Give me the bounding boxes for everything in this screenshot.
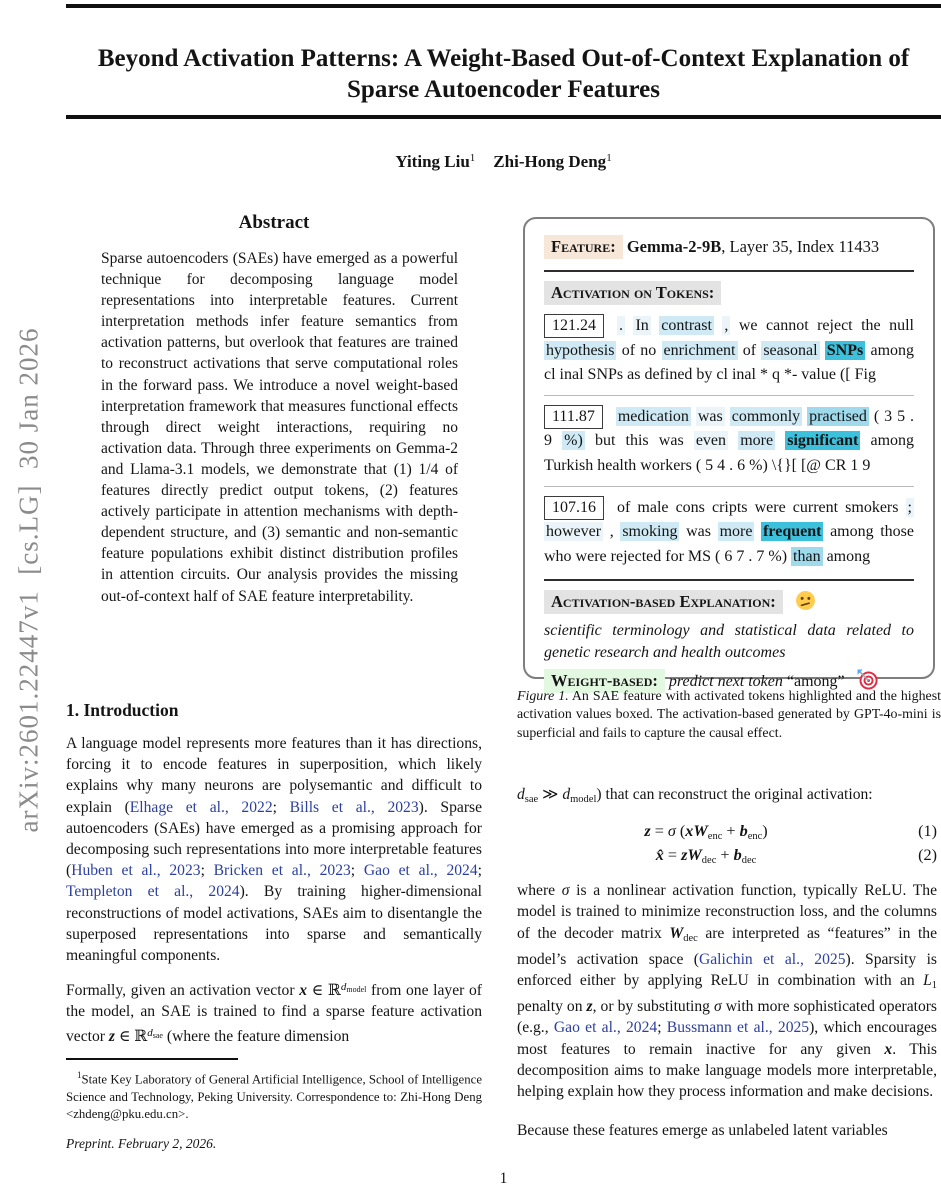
closing-paragraph: Because these features emerge as unlabeled latent variables: [517, 1122, 888, 1140]
citation-link[interactable]: Bills et al., 2023: [289, 798, 419, 816]
text-segment: z: [108, 1027, 115, 1045]
text-segment: smoking: [622, 523, 678, 541]
text-segment: even: [695, 432, 727, 450]
abstract-text: Sparse autoencoders (SAEs) have emerged as a powerful technique for decomposing language model representations into interpretable features. Current interpretation methods infer feature semantics from activation patterns, but overlook that features are trained to reconstruct activations that serve computational roles in the forward pass. We introduce a novel weight-based interpretation framework that measures functional effects through direct weight interactions, requiring no activation data. Through three experiments on Gemma-2 and Llama-3.1 models, we demonstrate that (1) 1/4 of features directly predict output tokens, (2) features actively participate in attention mechanisms with depth-dependent structure, and (3) semantic and non-semantic feature populations exhibit distinct distribution profiles in attention circuits. Our analysis provides the missing out-of-context half of SAE feature interpretability.: [101, 250, 458, 605]
text-segment: Gemma-2-9B: [626, 237, 722, 256]
citation-link[interactable]: Templeton et al., 2024: [66, 883, 240, 901]
text-segment: ;: [657, 1019, 667, 1037]
equation-2-number: (2): [918, 846, 937, 865]
arxiv-stamp: arXiv:2601.22447v1 [cs.LG] 30 Jan 2026: [13, 327, 44, 833]
text-segment: W: [693, 822, 708, 841]
text-segment: x: [685, 822, 694, 841]
citation-link[interactable]: Bricken et al., 2023: [213, 862, 351, 880]
text-segment: ), which encourages most features to remain inactive for any given: [517, 1019, 937, 1058]
text-segment: seasonal: [763, 341, 818, 359]
text-segment: ,: [603, 523, 621, 541]
text-segment: among: [822, 547, 871, 565]
text-segment: medication: [617, 407, 689, 425]
horizontal-rule-under-title: [66, 115, 941, 119]
text-segment: ;: [272, 798, 290, 816]
text-segment: [651, 317, 659, 334]
weight-based-text: predict next token: [668, 673, 783, 691]
text-segment: but this was: [584, 432, 694, 450]
activation-explanation-text: scientific terminology and statistical data related to genetic research and health outcomes: [544, 622, 914, 662]
text-segment: 1: [931, 980, 937, 992]
text-segment: .: [619, 317, 623, 334]
weight-based-token: “among”: [786, 673, 845, 691]
text-segment: among those who were rejected for MS ( 6 7 . 7 %): [544, 523, 915, 565]
text-segment: σ: [561, 882, 570, 900]
text-segment: A language model represents more features than it has directions, forcing it to encode features in superposition, which likely explains why many neurons are polysemantic and difficult to explain (: [66, 735, 482, 816]
footnote-text: [66, 1067, 482, 1124]
introduction-paragraph-1: [66, 733, 482, 966]
text-segment: b: [739, 822, 748, 841]
text-segment: significant: [787, 432, 859, 450]
figure1-caption: [517, 688, 941, 743]
text-segment: was: [679, 523, 718, 541]
horizontal-rule-top: [66, 4, 941, 8]
text-segment: z: [681, 846, 688, 865]
equation-1: [517, 822, 937, 842]
text-segment: enc: [707, 831, 723, 843]
abstract-section: [66, 212, 482, 607]
equation-2-body: [517, 846, 895, 866]
text-segment: d: [340, 981, 347, 994]
text-segment: d: [562, 786, 571, 803]
text-segment: %): [564, 432, 583, 450]
text-segment: contrast: [661, 317, 712, 334]
text-segment: (where the feature dimension: [162, 1027, 350, 1045]
text-segment: penalty on: [517, 998, 587, 1016]
text-segment: ∈ ℝ: [307, 982, 341, 1000]
text-segment: SNPs: [826, 341, 864, 359]
citation-link[interactable]: Galichin et al., 2025: [699, 950, 846, 968]
text-segment: +: [716, 846, 734, 865]
introduction-paragraph-2: [66, 977, 482, 1047]
feature-label: Feature:: [544, 235, 623, 259]
author-line: [66, 152, 941, 172]
page-number: 1: [499, 1170, 508, 1187]
text-segment: ∈ ℝ: [114, 1027, 148, 1045]
text-segment: dec: [741, 855, 757, 867]
text-segment: z: [644, 822, 651, 841]
introduction-section: [66, 700, 482, 1058]
text-segment: ). By training higher-dimensional reconstructions of model activations, SAEs aim to disentangle the superposed representations into sparse and semantically meaningful components.: [66, 883, 482, 965]
text-segment: =: [663, 846, 682, 865]
text-segment: [728, 432, 738, 449]
equation-1-body: [517, 822, 895, 842]
figure-divider-rule: [544, 579, 914, 581]
example-separator: [544, 486, 914, 487]
equation-block: [517, 822, 937, 866]
citation-link[interactable]: Elhage et al., 2022: [129, 798, 273, 816]
text-segment: commonly: [731, 407, 801, 425]
text-segment: was: [697, 407, 723, 425]
text-segment: (: [675, 822, 686, 841]
text-segment: W: [669, 924, 684, 942]
confused-face-icon: [795, 590, 816, 611]
text-segment: are interpreted as “features” in the model’s activation space (: [517, 924, 938, 968]
footnote-block: [66, 1058, 482, 1124]
text-segment: L: [923, 972, 932, 990]
equation-2: [517, 846, 937, 866]
text-segment: =: [650, 822, 668, 841]
preprint-note: Preprint. February 2, 2026.: [66, 1136, 217, 1151]
text-segment: model: [570, 794, 597, 805]
text-segment: more: [740, 432, 774, 450]
text-segment: enc: [747, 831, 763, 843]
text-segment: W: [687, 846, 702, 865]
author-1: Yiting Liu: [395, 152, 470, 171]
example-separator: [544, 395, 914, 396]
text-segment: ≫: [538, 786, 563, 803]
citation-link[interactable]: Gao et al., 2024: [363, 862, 478, 880]
text-segment: practised: [809, 407, 867, 425]
sae-lead-line: [517, 784, 937, 810]
text-segment: than: [793, 547, 821, 565]
text-segment: x: [884, 1040, 893, 1058]
text-segment: ). Sparse autoencoders (SAEs) have emerged as a promising approach for decomposing such representations into more interpretable features (: [66, 798, 483, 880]
author-2: Zhi-Hong Deng: [493, 152, 607, 171]
text-segment: of: [737, 341, 762, 359]
footnote-rule: [66, 1058, 238, 1060]
text-segment: from one layer of the model, an SAE is trained to find a sparse feature activation vector: [66, 982, 482, 1045]
text-segment: ). Sparsity is enforced either by applying ReLU in combination with an: [517, 950, 937, 990]
text-segment: ): [762, 822, 768, 841]
text-segment: [725, 408, 730, 425]
text-segment: among cl inal SNPs as defined by cl inal * q *- value ([ Fig: [544, 341, 915, 384]
text-segment: ;: [350, 862, 364, 880]
figure-divider-rule: [544, 270, 914, 272]
activation-tokens-label: Activation on Tokens:: [544, 281, 721, 305]
activation-explanation-label: Activation-based Explanation:: [544, 590, 783, 614]
text-segment: . This decomposition aims to make language models more interpretable, helping explain how they process information and make decisions.: [517, 1040, 937, 1101]
text-segment: we cannot reject the null: [730, 317, 914, 334]
text-segment: dec: [701, 855, 717, 867]
author-2-affiliation-mark: 1: [606, 152, 612, 164]
activation-value-box: 107.16: [544, 496, 604, 520]
text-segment: σ: [667, 822, 676, 841]
text-segment: σ: [714, 998, 722, 1016]
activation-example-3: [544, 496, 914, 570]
footnote-mark: 1: [77, 1070, 82, 1080]
text-segment: An SAE feature with activated tokens highlighted and the highest activation values boxed. The activation-based generated by GPT-4o-mini is superficial and fails to capture the causal effect.: [517, 689, 941, 741]
text-segment: sae: [152, 1030, 163, 1040]
text-segment: , Layer 35, Index 11433: [721, 237, 880, 256]
activation-example-1: [544, 314, 914, 388]
text-segment: of male cons cripts were current smokers: [617, 498, 906, 516]
text-segment: [820, 342, 825, 359]
text-segment: among Turkish health workers ( 5 4 . 6 %) \{}[ [@ CR 1 9: [544, 432, 915, 474]
text-segment: , or by substituting: [592, 998, 714, 1016]
text-segment: d: [147, 1026, 153, 1039]
text-segment: In: [635, 317, 649, 334]
text-segment: with more sophisticated operators (e.g.,: [517, 998, 938, 1037]
right-column-body: [517, 784, 937, 1152]
text-segment: frequent: [763, 523, 822, 541]
activation-example-2: [544, 405, 914, 479]
feature-value: [627, 237, 879, 256]
activation-explanation-line: [544, 590, 914, 614]
text-segment: d: [517, 786, 525, 803]
section-heading-introduction: 1. Introduction: [66, 700, 179, 720]
author-1-affiliation-mark: 1: [469, 152, 476, 164]
abstract-heading: Abstract: [238, 212, 310, 233]
text-segment: b: [733, 846, 742, 865]
feature-header-line: [544, 235, 914, 259]
text-segment: more: [719, 523, 753, 541]
text-segment: ) that can reconstruct the original activation:: [596, 786, 873, 803]
activation-value-box: 111.87: [544, 405, 603, 429]
text-segment: dec: [683, 932, 698, 944]
text-segment: z: [586, 998, 593, 1016]
footnote-body: State Key Laboratory of General Artificial Intelligence, School of Intelligence Science and Technology, Peking University. Correspondence to: Zhi-Hong Deng <zhdeng@pku.edu.cn>.: [66, 1072, 482, 1122]
text-segment: Formally, given an activation vector: [66, 982, 300, 1000]
text-segment: enrichment: [663, 341, 736, 359]
text-segment: of no: [616, 341, 662, 359]
text-segment: +: [722, 822, 740, 841]
text-segment: Figure 1.: [517, 689, 569, 704]
text-segment: ;: [477, 862, 482, 880]
citation-link[interactable]: Bussmann et al., 2025: [666, 1019, 810, 1037]
text-segment: however: [546, 523, 602, 541]
text-segment: ;: [907, 498, 912, 516]
text-segment: model: [346, 985, 367, 995]
text-segment: where: [517, 882, 562, 900]
text-segment: hypothesis: [546, 341, 615, 359]
equation-1-number: (1): [918, 822, 937, 841]
weight-based-label: Weight-based:: [544, 669, 665, 693]
text-segment: sae: [524, 794, 539, 805]
text-segment: x̂: [655, 846, 664, 865]
citation-link[interactable]: Huben et al., 2023: [71, 862, 201, 880]
citation-link[interactable]: Gao et al., 2024: [553, 1019, 658, 1037]
text-segment: is a nonlinear activation function, typically ReLU. The model is trained to minimize reconstruction loss, and the columns of the decoder matrix: [517, 882, 937, 942]
sae-description-paragraph: [517, 880, 937, 1102]
figure1-box: [523, 217, 935, 691]
text-segment: ;: [200, 862, 214, 880]
paper-title: Beyond Activation Patterns: A Weight-Based Out-of-Context Explanation of Sparse Autoencoder Features: [97, 44, 910, 103]
text-segment: x: [299, 982, 307, 1000]
text-segment: ,: [724, 317, 729, 334]
text-segment: [775, 432, 785, 449]
text-segment: ( 3 5 . 9: [544, 407, 915, 450]
activation-value-box: 121.24: [544, 314, 604, 338]
